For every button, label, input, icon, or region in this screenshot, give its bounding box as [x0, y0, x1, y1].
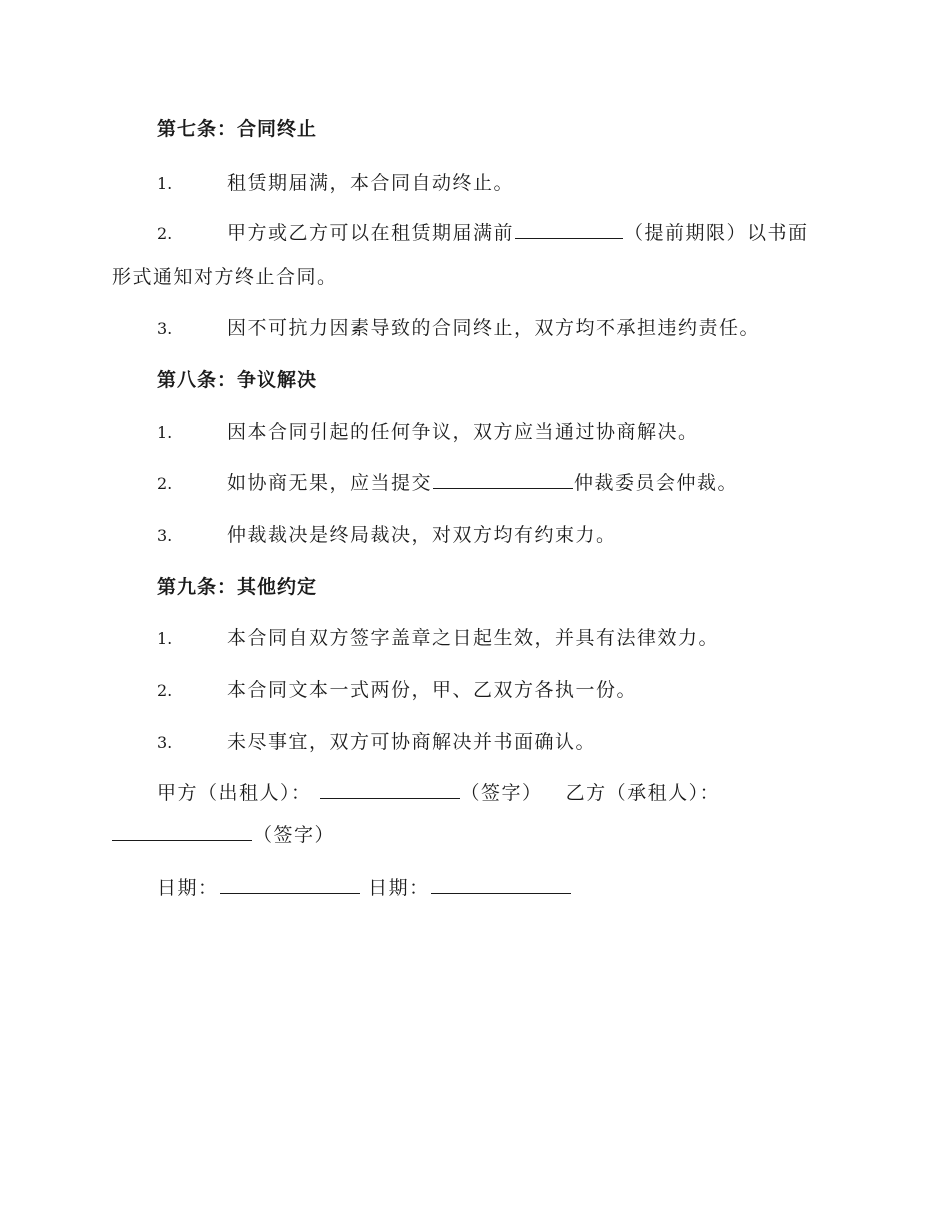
item-text-before: 甲方或乙方可以在租赁期届满前 [227, 222, 515, 244]
party-a-sign-note: （签字） [460, 782, 543, 804]
item-text: 本合同文本一式两份，甲、乙双方各执一份。 [227, 679, 638, 701]
item-number: 2. [157, 681, 173, 700]
article-7-item-2-continuation: 形式通知对方终止合同。 [112, 266, 338, 288]
item-number: 3. [157, 319, 173, 338]
party-b-label: 乙方（承租人）： [565, 782, 721, 804]
article-8-item-1 [157, 417, 699, 444]
item-text: 仲裁裁决是终局裁决，对双方均有约束力。 [227, 524, 617, 546]
item-text: 因本合同引起的任何争议，双方应当通过协商解决。 [227, 421, 699, 443]
date-label-a: 日期： [157, 877, 219, 899]
arbitration-commission-blank[interactable] [433, 470, 573, 489]
item-text: 租赁期届满，本合同自动终止。 [227, 172, 515, 194]
item-text-after: 仲裁委员会仲裁。 [574, 472, 739, 494]
signature-line [157, 778, 720, 805]
party-b-sign-note: （签字） [253, 824, 336, 846]
item-number: 1. [157, 423, 173, 442]
item-number: 1. [157, 174, 173, 193]
notice-period-blank[interactable] [515, 220, 623, 239]
item-number: 1. [157, 629, 173, 648]
item-text: 未尽事宜，双方可协商解决并书面确认。 [227, 731, 597, 753]
item-number: 3. [157, 733, 173, 752]
article-9-item-1 [157, 623, 719, 650]
party-a-label: 甲方（出租人）： [157, 782, 312, 804]
party-a-signature-blank[interactable] [320, 780, 460, 799]
article-7-item-2 [157, 218, 809, 245]
date-label-b: 日期： [368, 877, 430, 899]
date-line [157, 873, 572, 900]
item-number: 2. [157, 474, 173, 493]
article-9-item-2 [157, 675, 637, 702]
item-text: 因不可抗力因素导致的合同终止，双方均不承担违约责任。 [227, 317, 761, 339]
date-b-blank[interactable] [431, 875, 571, 894]
article-8-heading: 第八条：争议解决 [157, 369, 318, 391]
item-text: 本合同自双方签字盖章之日起生效，并具有法律效力。 [227, 627, 720, 649]
article-7-heading: 第七条：合同终止 [157, 118, 318, 140]
article-9-item-3 [157, 727, 596, 754]
article-8-item-2 [157, 468, 738, 495]
article-8-item-3 [157, 520, 617, 547]
item-number: 2. [157, 224, 173, 243]
signature-line-continuation [112, 820, 335, 847]
party-b-signature-blank[interactable] [112, 822, 252, 841]
item-number: 3. [157, 526, 173, 545]
article-7-item-1 [157, 168, 514, 195]
date-a-blank[interactable] [220, 875, 360, 894]
article-9-heading: 第九条：其他约定 [157, 576, 318, 598]
item-text-after: （提前期限）以书面 [624, 222, 809, 244]
item-text-before: 如协商无果，应当提交 [227, 472, 433, 494]
article-7-item-3 [157, 313, 760, 340]
